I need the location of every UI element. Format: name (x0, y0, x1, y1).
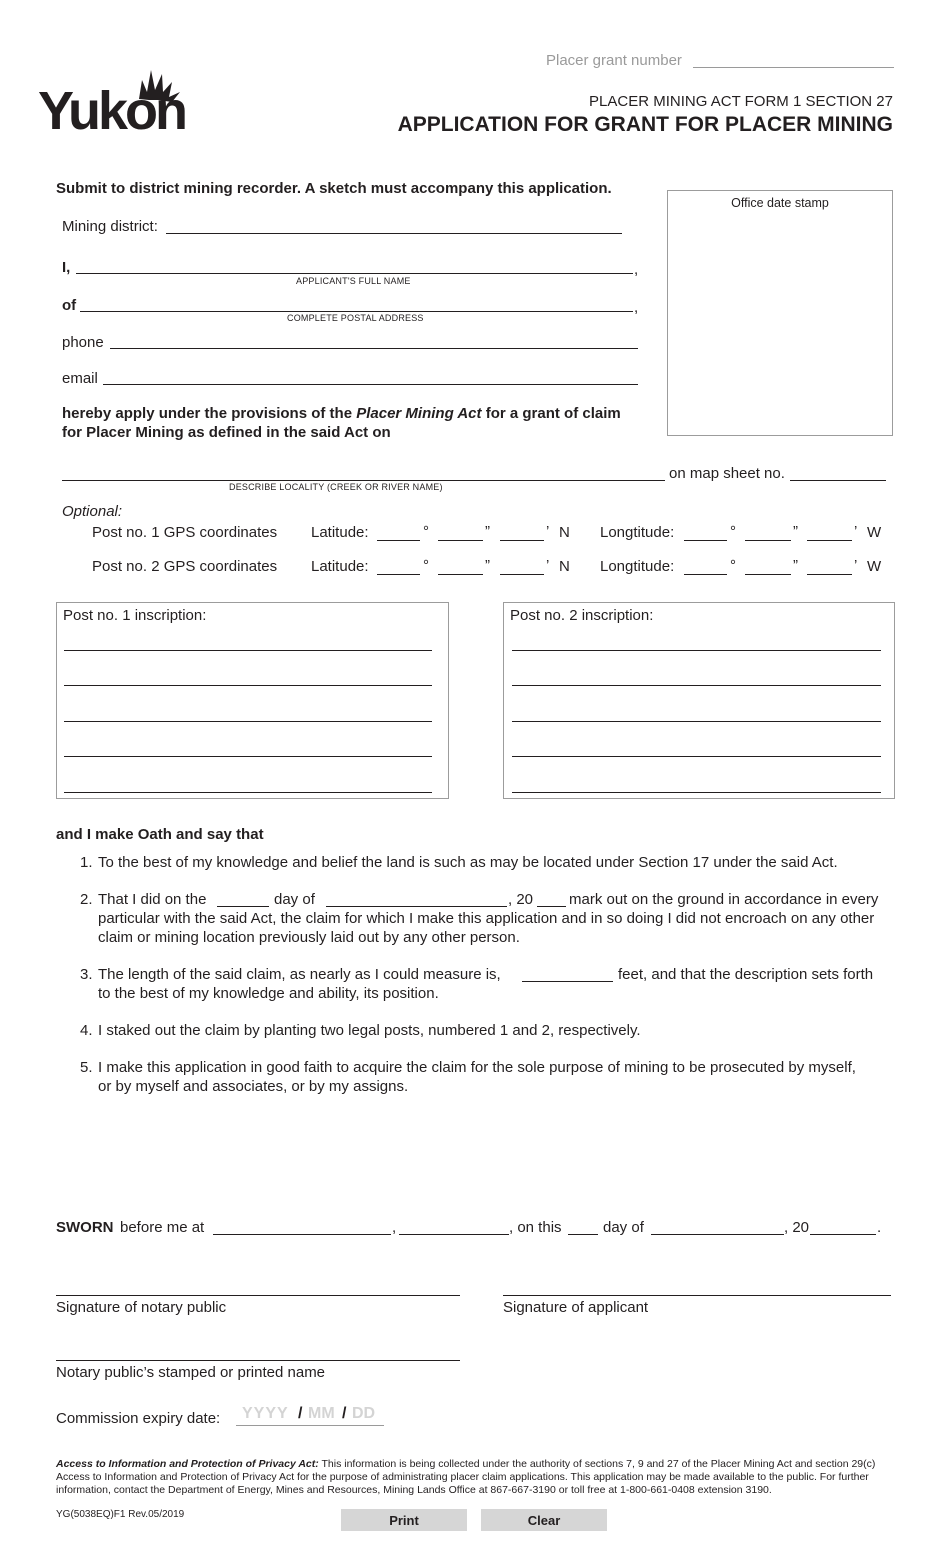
commission-expiry-label: Commission expiry date: (56, 1410, 221, 1427)
second-symbol: ” (793, 557, 798, 574)
email-label: email (62, 370, 98, 387)
post1-latitude-label: Latitude: (311, 524, 369, 541)
sworn-before: before me at (120, 1219, 205, 1236)
minute-symbol: ’ (546, 523, 550, 540)
full-name-field[interactable] (76, 273, 633, 274)
sworn-day-of: day of (603, 1219, 644, 1236)
degree-symbol: ° (423, 557, 429, 574)
date-yyyy-placeholder: YYYY (242, 1405, 289, 1422)
minute-symbol: ’ (854, 523, 858, 540)
sworn-place-field[interactable] (213, 1234, 391, 1235)
oath-item-number: 1. (80, 854, 93, 871)
office-date-stamp-box (667, 190, 893, 436)
post2-lat-seconds-field[interactable] (500, 574, 544, 575)
post1-inscription-label: Post no. 1 inscription: (63, 607, 207, 624)
post2-latitude-label: Latitude: (311, 558, 369, 575)
post2-lon-seconds-field[interactable] (807, 574, 852, 575)
post2-longitude-label: Longtitude: (600, 558, 675, 575)
oath-item-number: 2. (80, 891, 93, 908)
oath-item-2-c: , 20 (508, 891, 534, 908)
applicant-signature-field[interactable] (503, 1295, 891, 1296)
clear-button[interactable]: Clear (481, 1509, 607, 1531)
post1-lon-degrees-field[interactable] (684, 540, 727, 541)
oath-item-2-b: day of (274, 891, 315, 908)
commission-date-field[interactable] (236, 1405, 384, 1426)
stamp-label: Office date stamp (731, 196, 829, 210)
oath-item-2-d: mark out on the ground in accordance in every (569, 891, 879, 908)
email-field[interactable] (103, 384, 638, 385)
minute-symbol: ’ (854, 557, 858, 574)
district-field[interactable] (166, 233, 622, 234)
print-button[interactable]: Print (341, 1509, 467, 1531)
post1-lat-minutes-field[interactable] (438, 540, 483, 541)
sworn-year-field[interactable] (810, 1234, 876, 1235)
page-title: APPLICATION FOR GRANT FOR PLACER MINING (397, 113, 893, 136)
privacy-title: Access to Information and Protection of Privacy Act: (56, 1458, 319, 1470)
post1-inscription-line[interactable] (64, 792, 432, 793)
sworn-word: SWORN (56, 1219, 114, 1236)
instruction-text: Submit to district mining recorder. A sketch must accompany this application. (56, 180, 612, 197)
degree-symbol: ° (730, 557, 736, 574)
post2-lon-minutes-field[interactable] (745, 574, 791, 575)
sworn-on-this: , on this (509, 1219, 562, 1236)
oath-day-field[interactable] (217, 906, 269, 907)
yukon-logo (38, 66, 213, 141)
grant-number-field[interactable] (693, 67, 894, 68)
post2-inscription-line[interactable] (512, 721, 881, 722)
apply-part2: for a grant of claim (481, 405, 621, 422)
optional-label: Optional: (62, 503, 123, 520)
form-code: YG(5038EQ)F1 Rev.05/2019 (56, 1509, 185, 1520)
sworn-territory-field[interactable] (399, 1234, 509, 1235)
degree-symbol: ° (730, 523, 736, 540)
notary-signature-label: Signature of notary public (56, 1299, 227, 1316)
form-reference: PLACER MINING ACT FORM 1 SECTION 27 (589, 93, 893, 110)
post1-inscription-line[interactable] (64, 721, 432, 722)
phone-field[interactable] (110, 348, 638, 349)
apply-statement-line2: for Placer Mining as defined in the said Act on (62, 424, 391, 441)
north-label: N (559, 558, 570, 575)
full-name-comma: , (634, 261, 639, 278)
second-symbol: ” (485, 523, 490, 540)
oath-item-number: 3. (80, 966, 93, 983)
post1-lon-seconds-field[interactable] (807, 540, 852, 541)
claim-length-field[interactable] (522, 981, 613, 982)
sworn-twenty: , 20 (784, 1219, 810, 1236)
address-field[interactable] (80, 311, 633, 312)
sworn-period: . (877, 1219, 882, 1236)
minute-symbol: ’ (546, 557, 550, 574)
degree-symbol: ° (423, 523, 429, 540)
date-slash: / (298, 1405, 303, 1422)
address-comma: , (634, 299, 639, 316)
oath-item-1-text: To the best of my knowledge and belief the land is such as may be located under Section 17 under the said Act. (98, 854, 838, 871)
oath-item-number: 4. (80, 1022, 93, 1039)
post1-inscription-box[interactable] (56, 602, 449, 799)
west-label: W (867, 558, 882, 575)
logo-wordmark: Yukon (38, 81, 186, 141)
post2-inscription-label: Post no. 2 inscription: (510, 607, 654, 624)
second-symbol: ” (485, 557, 490, 574)
post1-gps-label: Post no. 1 GPS coordinates (92, 524, 278, 541)
date-dd-placeholder: DD (352, 1405, 376, 1422)
apply-part1: hereby apply under the provisions of the (62, 405, 357, 422)
map-sheet-label: on map sheet no. (669, 465, 785, 482)
post1-lon-minutes-field[interactable] (745, 540, 791, 541)
apply-statement-line1 (62, 405, 621, 422)
full-name-caption: APPLICANT'S FULL NAME (296, 276, 411, 286)
post2-inscription-box[interactable] (503, 602, 895, 799)
address-caption: COMPLETE POSTAL ADDRESS (287, 313, 424, 323)
west-label: W (867, 524, 882, 541)
privacy-notice (56, 1458, 892, 1497)
post1-inscription-line[interactable] (64, 685, 432, 686)
applicant-signature-label: Signature of applicant (503, 1299, 649, 1316)
post2-lon-degrees-field[interactable] (684, 574, 727, 575)
grant-number-label: Placer grant number (546, 52, 682, 69)
post2-inscription-line[interactable] (512, 685, 881, 686)
locality-caption: DESCRIBE LOCALITY (CREEK OR RIVER NAME) (229, 482, 443, 492)
oath-item-number: 5. (80, 1059, 93, 1076)
post1-inscription-line[interactable] (64, 650, 432, 651)
date-slash: / (342, 1405, 347, 1422)
act-name: Placer Mining Act (356, 405, 482, 422)
post2-inscription-line[interactable] (512, 792, 881, 793)
notary-name-field[interactable] (56, 1360, 460, 1361)
oath-item-2-a: That I did on the (98, 891, 207, 908)
privacy-text: This information is being collected under the authority of sections 7, 9 and 27 of the Placer Mining Act and section 29(c) Access to Information and Protection of Privacy Act for the purpose of administrating placer claim applications. This application may be made available to the public. For further information, contact the Department of Energy, Mines and Resources, Mining Lands Office at 867-667-3190 or toll free at 1-800-661-0408 extension 3190. (56, 1458, 876, 1496)
notary-signature-field[interactable] (56, 1295, 460, 1296)
i-label: I, (62, 259, 71, 276)
oath-year-field[interactable] (537, 906, 566, 907)
oath-item-2-rest: particular with the said Act, the claim for which I make this application and in so doing I did not encroach on any other claim or mining location previously laid out by any other person. (98, 910, 875, 946)
post2-lat-degrees-field[interactable] (377, 574, 420, 575)
north-label: N (559, 524, 570, 541)
post1-lat-seconds-field[interactable] (500, 540, 544, 541)
notary-name-label: Notary public’s stamped or printed name (56, 1364, 326, 1381)
map-sheet-field[interactable] (790, 480, 886, 481)
oath-item-3-b: feet, and that the description sets forth (618, 966, 874, 983)
phone-label: phone (62, 334, 104, 351)
oath-month-field[interactable] (326, 906, 507, 907)
post1-longitude-label: Longtitude: (600, 524, 675, 541)
date-mm-placeholder: MM (308, 1405, 335, 1422)
oath-item-3-rest: to the best of my knowledge and ability, its position. (98, 985, 439, 1002)
oath-heading: and I make Oath and say that (56, 826, 264, 843)
oath-item-3-a: The length of the said claim, as nearly as I could measure is, (98, 966, 501, 983)
sworn-comma: , (392, 1219, 397, 1236)
post1-lat-degrees-field[interactable] (377, 540, 420, 541)
locality-field[interactable] (62, 480, 665, 481)
post2-inscription-line[interactable] (512, 756, 881, 757)
district-label: Mining district: (62, 218, 158, 235)
sworn-month-field[interactable] (651, 1234, 784, 1235)
oath-item-5-text: I make this application in good faith to acquire the claim for the sole purpose of mining to be prosecuted by myself, or by myself and associates, or by my assigns. (98, 1059, 856, 1095)
second-symbol: ” (793, 523, 798, 540)
post2-gps-label: Post no. 2 GPS coordinates (92, 558, 278, 575)
post1-inscription-line[interactable] (64, 756, 432, 757)
post2-lat-minutes-field[interactable] (438, 574, 483, 575)
post2-inscription-line[interactable] (512, 650, 881, 651)
sworn-day-field[interactable] (568, 1234, 598, 1235)
of-label: of (62, 297, 77, 314)
oath-item-4-text: I staked out the claim by planting two legal posts, numbered 1 and 2, respectively. (98, 1022, 641, 1039)
